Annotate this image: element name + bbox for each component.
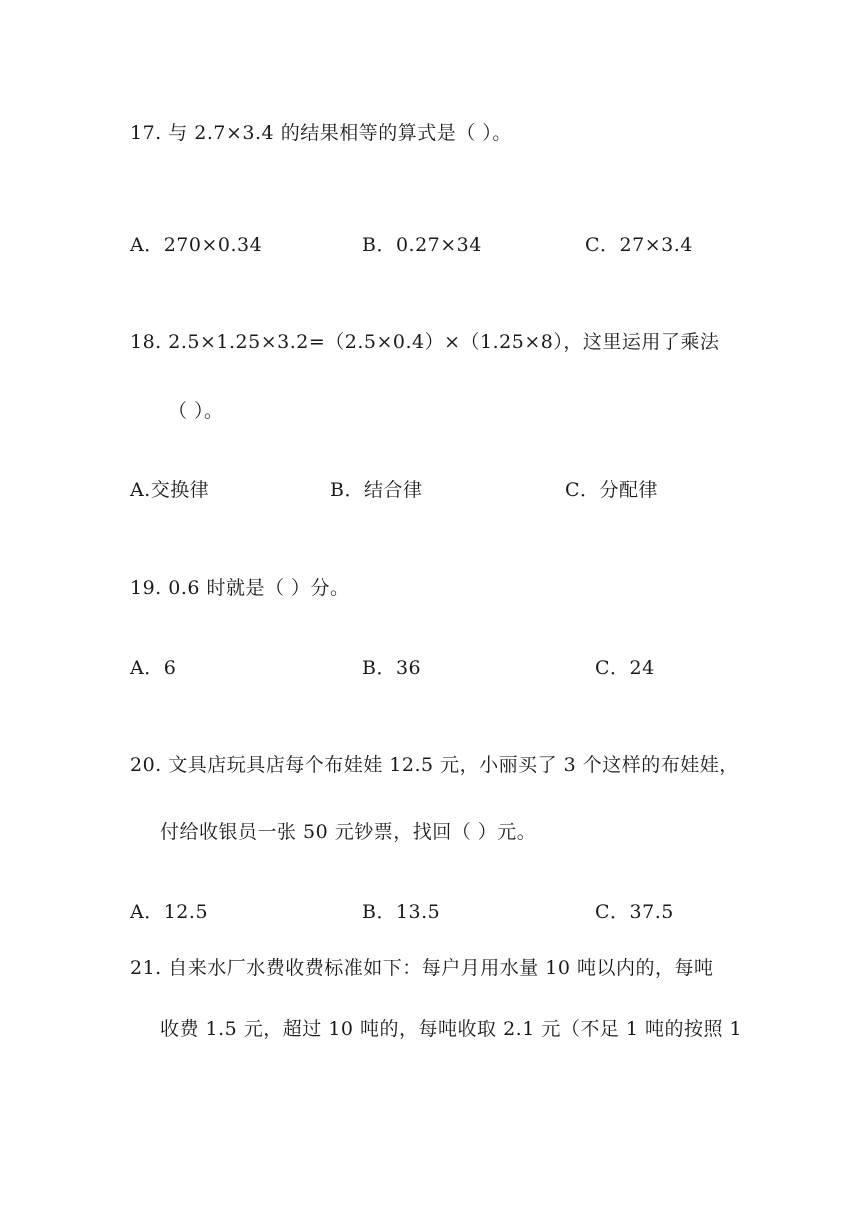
question-20-option-c: C．37.5 bbox=[595, 901, 674, 923]
question-17-option-b: B．0.27×34 bbox=[362, 234, 482, 256]
question-20-option-b: B．13.5 bbox=[362, 901, 441, 923]
question-21-text-line-2: 收费 1.5 元，超过 10 吨的，每吨收取 2.1 元（不足 1 吨的按照 1 bbox=[160, 1018, 743, 1040]
question-18-option-c: C．分配律 bbox=[565, 479, 659, 501]
question-19-text: 19. 0.6 时就是（ ）分。 bbox=[130, 577, 350, 599]
question-17-option-a: A．270×0.34 bbox=[130, 234, 263, 256]
question-20-text-line-2: 付给收银员一张 50 元钞票，找回（ ）元。 bbox=[160, 821, 537, 843]
question-18-option-a: A.交换律 bbox=[130, 479, 210, 501]
question-17-text: 17. 与 2.7×3.4 的结果相等的算式是（ ）。 bbox=[130, 122, 512, 144]
question-20-option-a: A．12.5 bbox=[130, 901, 209, 923]
question-21-text-line-1: 21. 自来水厂水费收费标准如下：每户月用水量 10 吨以内的，每吨 bbox=[130, 957, 714, 979]
question-19-option-c: C．24 bbox=[595, 657, 655, 679]
question-19-option-a: A．6 bbox=[130, 657, 177, 679]
question-18-text-line-1: 18. 2.5×1.25×3.2=（2.5×0.4）×（1.25×8），这里运用了乘法 bbox=[130, 331, 720, 353]
question-19-option-b: B．36 bbox=[362, 657, 422, 679]
question-17-option-c: C．27×3.4 bbox=[585, 234, 693, 256]
question-20-text-line-1: 20. 文具店玩具店每个布娃娃 12.5 元，小丽买了 3 个这样的布娃娃， bbox=[130, 754, 739, 776]
question-18-text-line-2: （ ）。 bbox=[168, 400, 224, 422]
question-18-option-b: B．结合律 bbox=[330, 479, 423, 501]
